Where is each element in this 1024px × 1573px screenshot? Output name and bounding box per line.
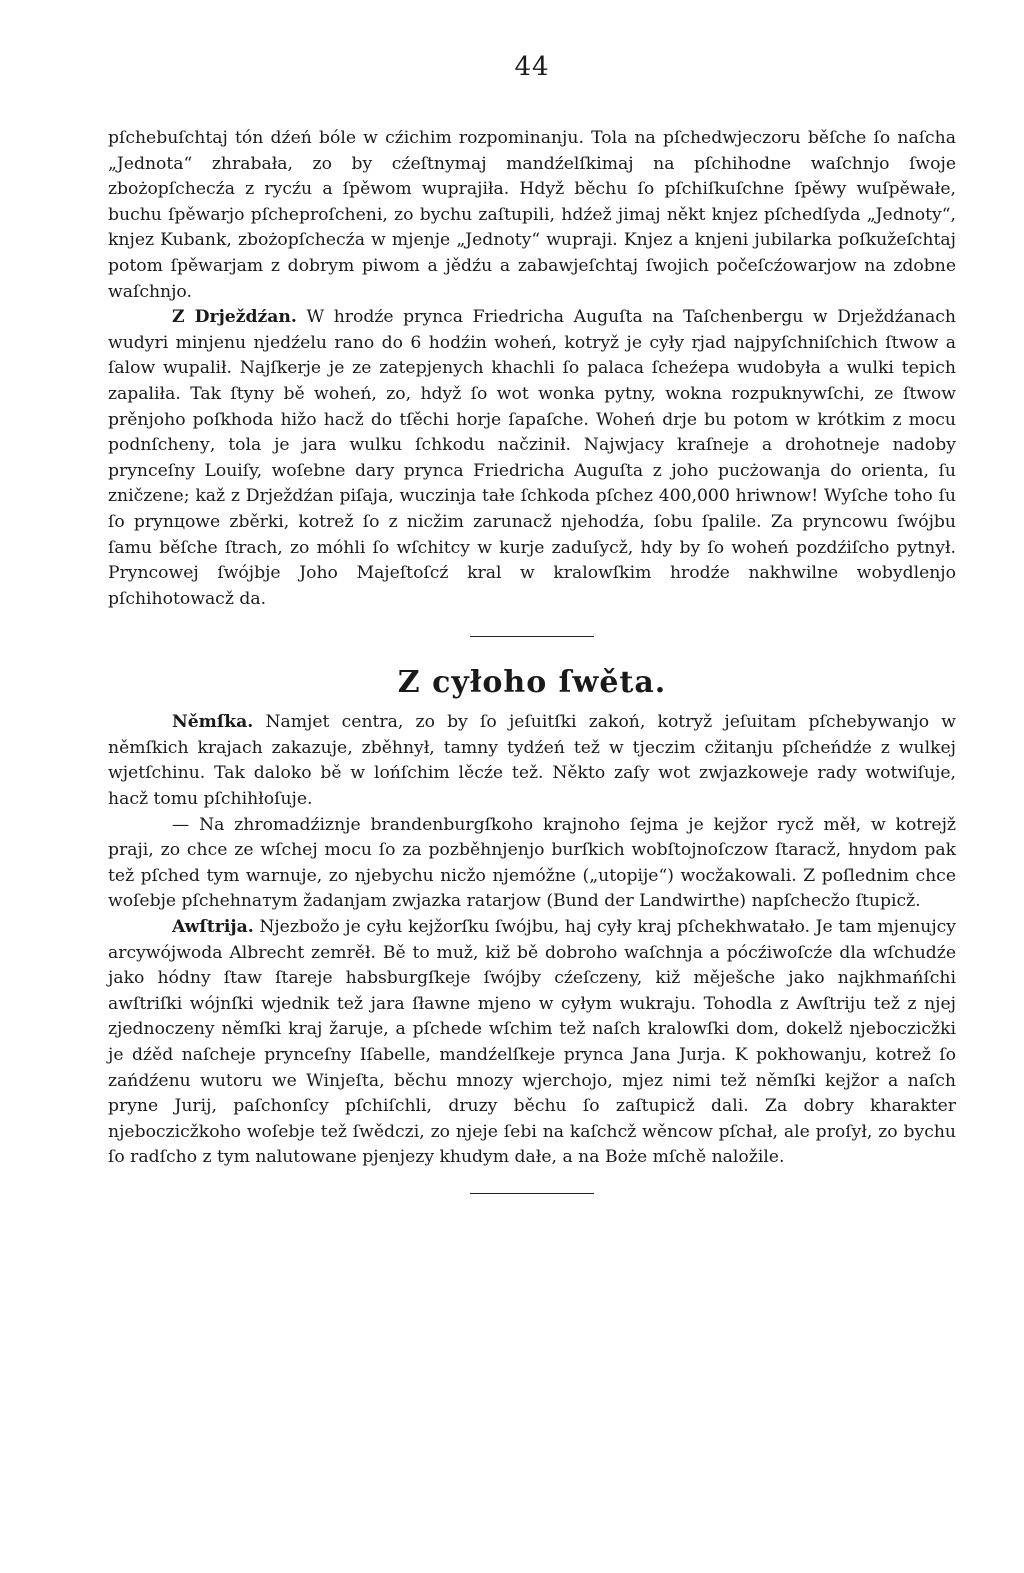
- section-divider-top: [470, 636, 594, 637]
- paragraph-awstrija: [108, 915, 956, 1171]
- document-page: [108, 52, 956, 1222]
- paragraph-continued: pſchebuſchtaj tón dźeń bóle w cźichim rozpominanju. Tola na pſchedwjeczoru běſche ſo naſcha „Jednota“ zhrabała, zo by cźeſtnymaj mandźelſkimaj na pſchihodne waſchnjo ſwoje zbożopſchecźa z rycźu a ſpěwom wuprajiła. Hdyž běchu ſo pſchiſkuſchne ſpěwy wuſpěwałe, buchu ſpěwarjo pſcheproſcheni, zo bychu zaſtupili, hdźež jimaj někt knjez pſchedſyda „Jednoty“, knjez Kubank, zbożopſchecźa w mjenje „Jednoty“ wupraji. Knjez a knjeni jubilarka poſkužeſchtaj potom ſpěwarjam z dobrym piwom a jědźu a zabawjeſchtaj ſwojich počeſcźowarjow na zdobne waſchnjo.: [108, 128, 956, 302]
- paragraph-drjezdzan: [108, 305, 956, 612]
- runin-heading-drjezdzan: Z Drježdźan.: [172, 307, 297, 328]
- runin-heading-awstrija: Awſtrija.: [172, 917, 254, 938]
- paragraph-brandenburg: — Na zhromadźiznje brandenburgſkoho krajnoho ſejma je kejžor rycž měł, w kotrejž praji, zo chce ze wſchej mocu ſo za pozběhnjenjo burſkich wobſtojnoſczow ſtaracž, hnydom pak tež pſched tym warnuje, zo njebychu nicžo njemóžne („utopije“) wocžakowali. Z poſlednim chce woſebje pſchehnaтym žadanjam zwjazka ratarjow (Bund der Landwirthe) napſchecžo ſtupicž.: [108, 814, 956, 912]
- paragraph-nemska: [108, 710, 956, 812]
- paragraph-drjezdzan-text: W hrodźe pryncа Friedricha Auguſta na Taſchenbergu w Drježdźanach wudyri minjenu njedźelu rano do 6 hodźin woheń, kotryž je cyły rjad najpyſchniſchich ſtwow a ſalow wupalił. Najſkerje je ze zatepjenych khachli ſo palaca ſcheźepa wudobyła a wulki tepich zapaliła. Tak ſtyny bě woheń, zo, hdyž ſo wot wonka pytny, wokna rozpuknywſchi, ze ſtwow prěnjoho poſkhoda hižo hacž do tſěchi horje ſapaſche. Woheń drje bu potom w krótkim z mocu podnſchenу, tola je jara wulku ſchkodu načzinił. Najwjacy kraſneje a drohotneje nadoby pryncеſny Louiſy, woſebne dary prynca Friedricha Auguſta z joho pucżowanja do orienta, ſu zničzene; kaž z Drježdźan piſaja, wuczinja tałe ſchkoda pſchez 400,000 hriwnow! Wyſche toho ſu ſo prynцowe zběrki, kotrež ſo z nicžim zarunacž njehodźa, ſobu ſpalile. Za pryncowu ſwójbu ſamu běſche ſtrach, zo móhli ſo wſchitcy w kurje zaduſycž, hdy by ſo woheń pozdźiſcho pytnył. Pryncowej ſwójbje Joho Majeſtoſcź kral w kralowſkim hrodźe nakhwilne wobydlenjo pſchihotowacž da.: [108, 307, 956, 609]
- page-number: 44: [514, 52, 550, 82]
- runin-heading-nemska: Němſka.: [172, 712, 254, 733]
- section-title: Z cyłoho ſwěta.: [397, 665, 667, 701]
- section-divider-bottom: [470, 1193, 594, 1194]
- paragraph-nemska-text: Namjet centra, zo by ſo jeſuitſki zakoń, kotryž jeſuitam pſchebywanjo w němſkich krajach zakazuje, zběhnył, tamny tydźeń tež w tjeczim cžitanju pſcheńdźe z wulkej wjetſchinu. Tak daloko bě w lońſchim lěcźe tež. Někto zaſy wot zwjazkoweje rady wotwiſuje, hacž tomu pſchihłoſuje.: [108, 712, 957, 810]
- paragraph-awstrija-text: Njezbožo je cyłu kejžorſku ſwójbu, haj cyły kraj pſchekhwatało. Je tam mjenujcy arcywójwoda Albrecht zemrěł. Bě to muž, kiž bě dobroho waſchnja a pócźiwoſcźe dla wſchudźe jako hódny ſtaw ſtareje habsburgſkeje ſwójby cźeſczeny, kiž měješche jako najkhmańſchi awſtriſki wójnſki wjednik tež jara ſławne mjeno w cyłym wukraju. Tohodla z Awſtriju tež z njej zjednoczeny němſki kraj žaruje, a pſchede wſchim tež naſch kralowſki dom, dokelž njeboczicžki je dźěd naſcheje pryncеſny Iſabelle, mandźelſkeje prynca Jana Jurja. K pokhowanju, kotrež ſo zańdźenu wutoru we Winjeſta, běchu mnozy wjerchojo, mjez nimi tež němſki kejžor a naſch pryne Jurij, paſchonſcy pſchiſchli, druzy běchu ſo zaſtupicž dali. Za dobry kharakter njeboczicžkoho woſebje tež ſwědczi, zo njeje ſebi na kaſchcž wěncow pſchał, ale proſył, zo bychu ſo radſcho z tym nalutowane pjenjezy khudym dałe, a na Boże mſchě naložile.: [108, 917, 956, 1168]
